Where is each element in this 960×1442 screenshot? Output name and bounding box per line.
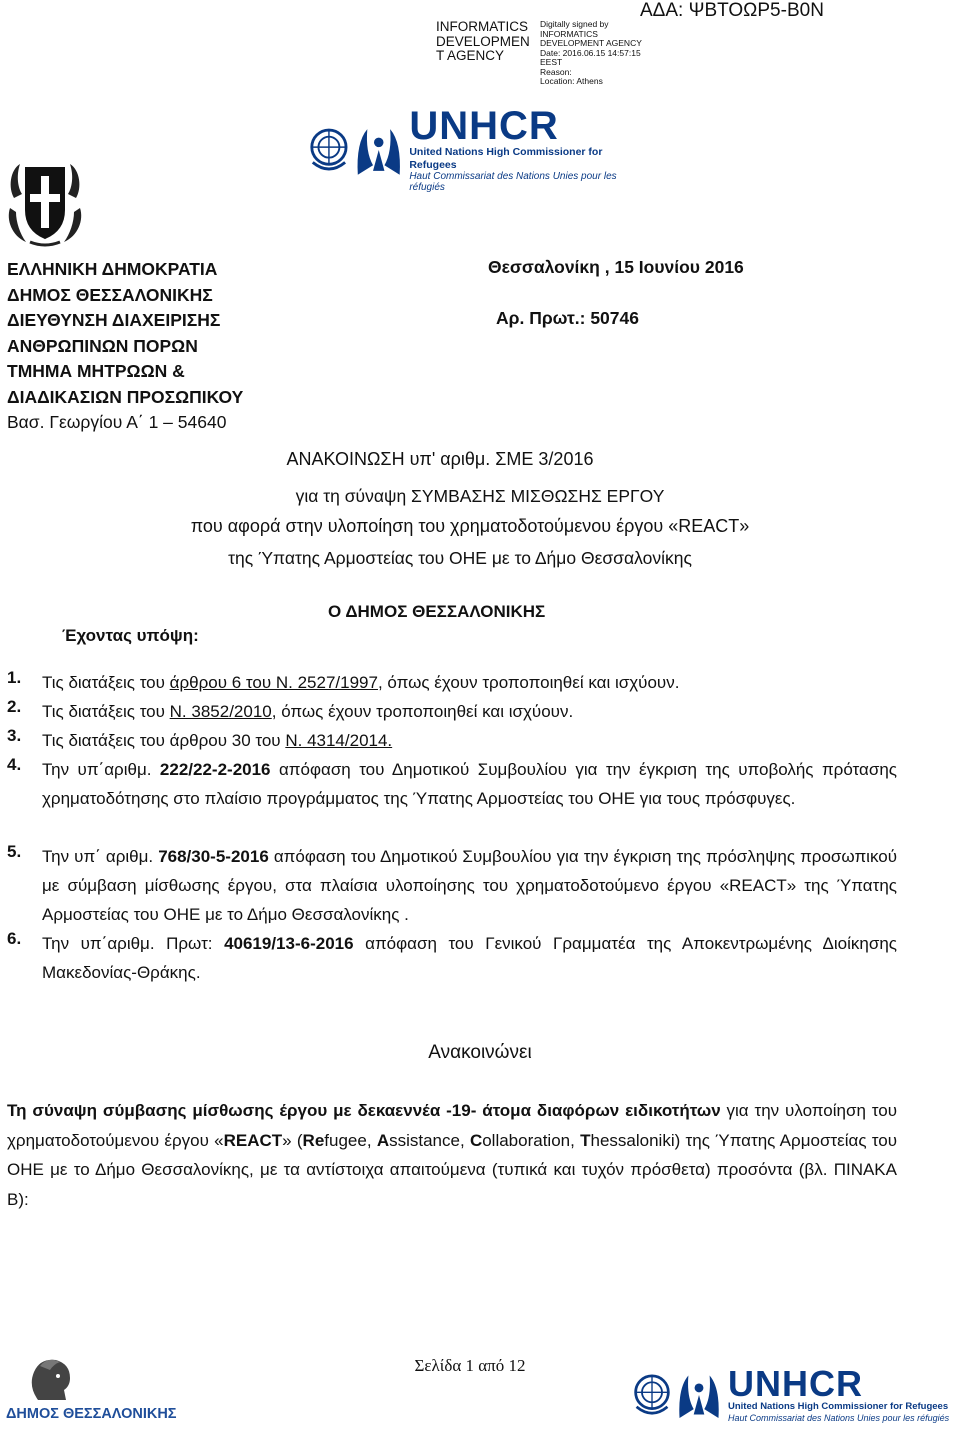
announces-heading: Ανακοινώνει bbox=[428, 1042, 532, 1063]
page-number: Σελίδα 1 από 12 bbox=[414, 1356, 526, 1375]
unhcr-wordmark: UNHCR bbox=[728, 1363, 863, 1405]
signature-signer: INFORMATICS DEVELOPMEN T AGENCY bbox=[436, 19, 530, 63]
ada-code: ΑΔΑ: ΨΒΤΟΩΡ5-Β0Ν bbox=[640, 0, 824, 21]
un-emblem-icon bbox=[308, 125, 350, 175]
unhcr-hands-icon bbox=[676, 1370, 722, 1420]
municipality-logo bbox=[6, 1356, 186, 1426]
unhcr-line1: United Nations High Commissioner for Refugees bbox=[409, 146, 603, 171]
unhcr-line1: United Nations High Commissioner for Refugees bbox=[728, 1401, 949, 1413]
announcement-subtitle: για τη σύναψη ΣΥΜΒΑΣΗΣ ΜΙΣΘΩΣΗΣ ΕΡΓΟΥ bbox=[295, 486, 665, 506]
protocol-number: Αρ. Πρωτ.: 50746 bbox=[496, 308, 639, 328]
alexander-head-icon bbox=[20, 1356, 80, 1404]
header-line: ΕΛΛΗΝΙΚΗ ΔΗΜΟΚΡΑΤΙΑ bbox=[7, 259, 218, 279]
announcement-body: Τη σύναψη σύμβασης μίσθωσης έργου με δεκαεννέα -19- άτομα διαφόρων ειδικοτήτων για την υλοποίηση του χρηματοδοτούμενου έργου «REACT» (Refugee, Assistance, Collaboration, Thessaloniki) της Ύπατης Αρμοστείας του ΟΗΕ με το Δήμο Θεσσαλονίκης, με τα αντίστοιχα απαιτούμενα (τυπικά και τυχόν πρόσθετα) προσόντα (βλ. ΠΙΝΑΚΑ Β): bbox=[7, 1101, 898, 1209]
unhcr-line2: Haut Commissariat des Nations Unies pour les réfugiés bbox=[409, 170, 617, 194]
unhcr-logo-bottom bbox=[632, 1360, 952, 1430]
considering-label: Έχοντας υπόψη: bbox=[62, 626, 199, 645]
issuer-header bbox=[7, 257, 243, 436]
header-line: ΔΙΕΥΘΥΝΣΗ ΔΙΑΧΕΙΡΙΣΗΣ bbox=[7, 310, 221, 330]
unhcr-logo-top bbox=[308, 104, 643, 194]
header-line: ΑΝΘΡΩΠΙΝΩΝ ΠΟΡΩΝ bbox=[7, 335, 198, 356]
greek-coat-of-arms-icon bbox=[6, 158, 84, 248]
announcement-agency-line: της Ύπατης Αρμοστείας του ΟΗΕ με το Δήμο Θεσσαλονίκης bbox=[228, 548, 692, 568]
unhcr-hands-icon bbox=[354, 122, 403, 178]
document-date: Θεσσαλονίκη , 15 Ιουνίου 2016 bbox=[488, 257, 744, 277]
unhcr-line2: Haut Commissariat des Nations Unies pour les réfugiés bbox=[728, 1413, 950, 1424]
authority-heading: Ο ΔΗΜΟΣ ΘΕΣΣΑΛΟΝΙΚΗΣ bbox=[328, 602, 546, 621]
header-address: Βασ. Γεωργίου Α΄ 1 – 54640 bbox=[7, 412, 227, 432]
municipality-name: ΔΗΜΟΣ ΘΕΣΣΑΛΟΝΙΚΗΣ bbox=[6, 1406, 177, 1422]
header-line: ΤΜΗΜΑ ΜΗΤΡΩΩΝ & bbox=[7, 361, 185, 381]
announcement-project-line: που αφορά στην υλοποίηση του χρηματοδοτούμενου έργου «REACT» bbox=[190, 516, 750, 536]
announcement-title: ΑΝΑΚΟΙΝΩΣΗ υπ' αριθμ. ΣΜΕ 3/2016 bbox=[286, 449, 594, 469]
header-line: ΔΗΜΟΣ ΘΕΣΣΑΛΟΝΙΚΗΣ bbox=[7, 284, 213, 305]
unhcr-wordmark: UNHCR bbox=[409, 104, 559, 149]
signature-details: Digitally signed by INFORMATICS DEVELOPMENT AGENCY Date: 2016.06.15 14:57:15 EEST Reason: Location: Athens bbox=[540, 19, 642, 86]
un-emblem-icon bbox=[632, 1372, 672, 1418]
header-line: ΔΙΑΔΙΚΑΣΙΩΝ ΠΡΟΣΩΠΙΚΟΥ bbox=[7, 386, 244, 407]
